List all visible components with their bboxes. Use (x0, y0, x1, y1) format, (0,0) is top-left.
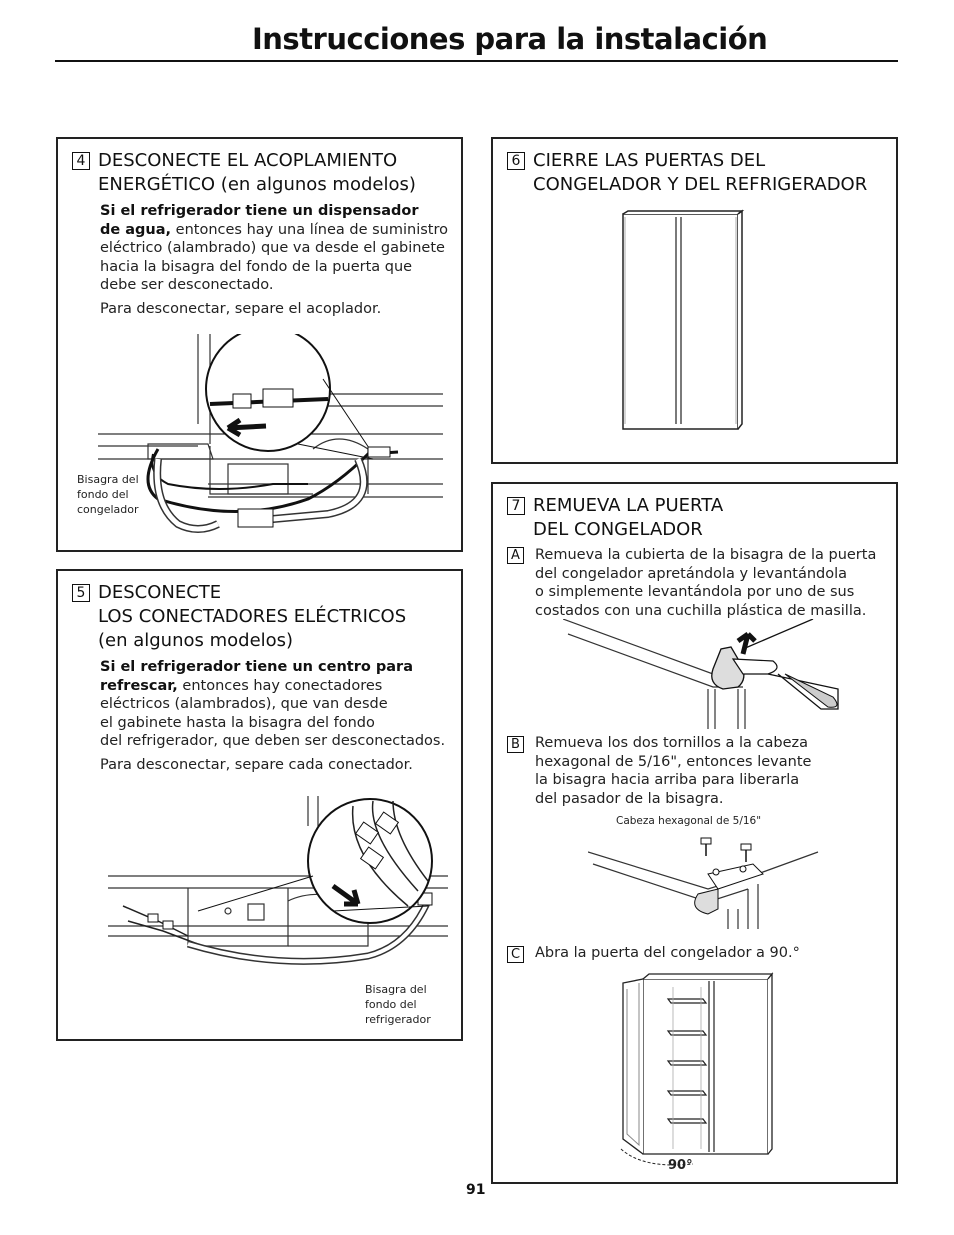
step7-a-3: o simplemente levantándola por uno de sus (535, 584, 855, 600)
step6-number: 6 (507, 152, 525, 170)
step4-caption-3: congelador (77, 503, 139, 516)
step5-number: 5 (72, 584, 90, 602)
step7-b-text (535, 734, 895, 808)
step6-panel (491, 137, 898, 464)
step4-text-4: debe ser desconectado. (100, 277, 274, 293)
step7-title-line2: DEL CONGELADOR (533, 519, 703, 540)
step7-b-2: hexagonal de 5/16", entonces levante (535, 753, 812, 770)
step5-text-1: entonces hay conectadores (177, 677, 383, 694)
connectors-illustration (108, 796, 448, 976)
hinge-cover-illustration (563, 619, 848, 729)
step7-b-letter: B (507, 736, 524, 753)
step7-a-4: costados con una cuchilla plástica de masilla. (535, 602, 867, 619)
step7-c-1: Abra la puerta del congelador a 90.° (535, 945, 800, 961)
step4-bold-2: de agua, (100, 221, 172, 238)
step5-body (100, 658, 455, 751)
step7-c-letter: C (507, 946, 524, 963)
step7-b-4: del pasador de la bisagra. (535, 790, 724, 807)
step5-instruction: Para desconectar, separe cada conectador. (100, 757, 413, 773)
step5-caption-3: refrigerador (365, 1013, 431, 1026)
page-title: Instrucciones para la instalación (252, 22, 768, 56)
step5-text-2: eléctricos (alambrados), que van desde (100, 696, 388, 712)
step7-a-1: Remueva la cubierta de la bisagra de la puerta (535, 547, 877, 563)
coupler-illustration (98, 334, 443, 544)
step4-bold-1: Si el refrigerador tiene un dispensador (100, 203, 419, 219)
step7-panel (491, 482, 898, 1184)
step4-caption (77, 472, 139, 517)
step4-panel (56, 137, 463, 552)
step5-text-3: el gabinete hasta la bisagra del fondo (100, 714, 375, 731)
step5-title-line3: (en algunos modelos) (98, 630, 294, 651)
title-rule (55, 60, 898, 62)
step5-title-line2: LOS CONECTADORES ELÉCTRICOS (98, 606, 407, 627)
step4-caption-1: Bisagra del (77, 473, 139, 486)
step4-text-2: eléctrico (alambrado) que va desde el gabinete (100, 240, 445, 256)
step7-angle-label: 90° (668, 1158, 693, 1173)
step4-title-line2: ENERGÉTICO (en algunos modelos) (98, 174, 416, 195)
step5-panel (56, 569, 463, 1041)
closed-refrigerator-illustration (618, 209, 748, 434)
step7-b-caption: Cabeza hexagonal de 5/16" (616, 815, 762, 827)
hinge-screws-illustration (588, 834, 823, 929)
step4-title-line1: DESCONECTE EL ACOPLAMIENTO (98, 150, 398, 171)
step7-a-text (535, 546, 895, 620)
step4-body (100, 202, 450, 295)
step7-number: 7 (507, 497, 525, 515)
step5-caption (365, 982, 431, 1027)
step5-caption-1: Bisagra del (365, 983, 427, 996)
step5-text-4: del refrigerador, que deben ser desconectados. (100, 733, 446, 749)
step6-title-line2: CONGELADOR Y DEL REFRIGERADOR (533, 174, 868, 195)
step4-instruction: Para desconectar, separe el acoplador. (100, 301, 382, 317)
step5-title-line1: DESCONECTE (98, 582, 222, 603)
step4-number: 4 (72, 152, 90, 170)
step7-title-line1: REMUEVA LA PUERTA (533, 495, 724, 516)
page-number: 91 (466, 1182, 486, 1198)
step7-a-2: del congelador apretándola y levantándola (535, 565, 848, 582)
step5-bold-2: refrescar, (100, 677, 178, 694)
step5-bold-1: Si el refrigerador tiene un centro para (100, 659, 413, 675)
step4-caption-2: fondo del (77, 488, 129, 501)
step7-b-1: Remueva los dos tornillos a la cabeza (535, 735, 809, 751)
step7-b-3: la bisagra hacia arriba para liberarla (535, 772, 800, 788)
step4-text-3: hacia la bisagra del fondo de la puerta que (100, 258, 413, 275)
open-freezer-illustration (613, 969, 783, 1174)
step6-title-line1: CIERRE LAS PUERTAS DEL (533, 150, 766, 171)
step4-text-1: entonces hay una línea de suministro (171, 221, 448, 238)
step5-caption-2: fondo del (365, 998, 417, 1011)
step7-a-letter: A (507, 547, 524, 564)
